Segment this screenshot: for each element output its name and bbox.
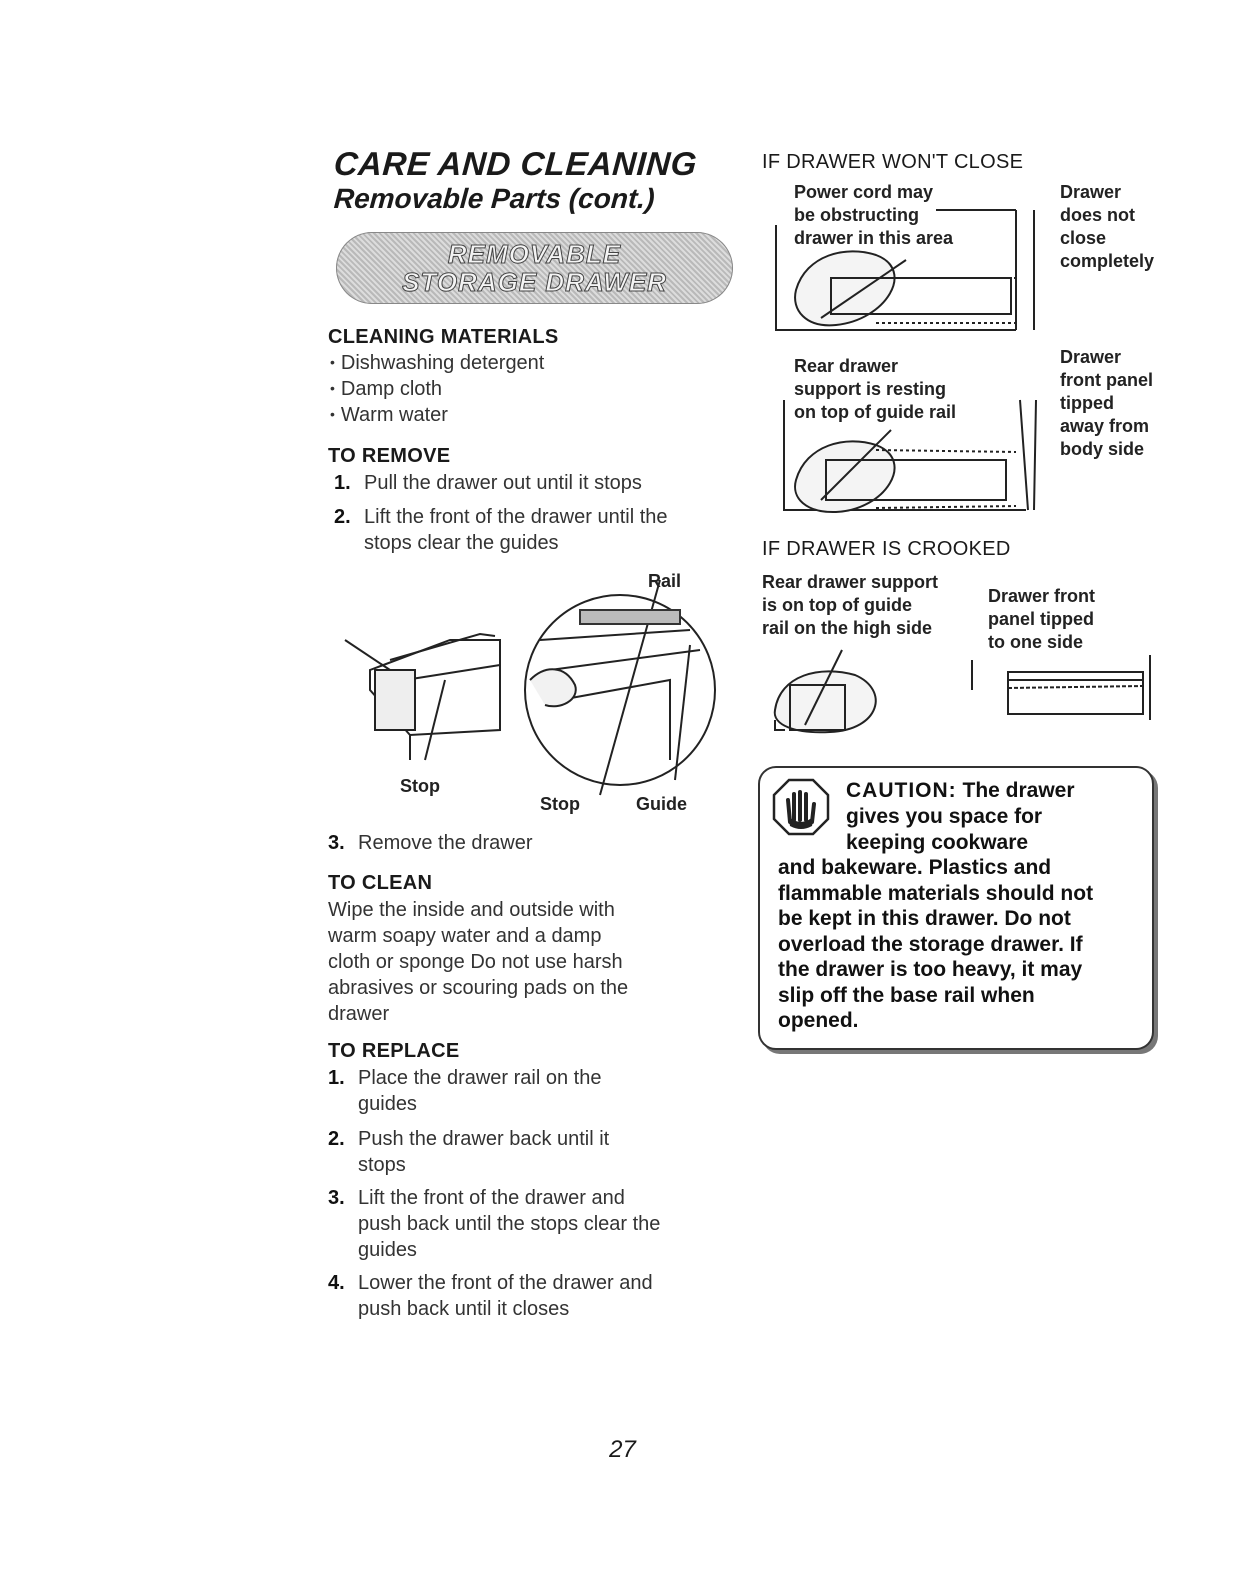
banner-line-2: STORAGE DRAWER: [402, 267, 667, 297]
to-clean-line: drawer: [328, 1003, 390, 1025]
material-item: • Warm water: [330, 401, 448, 428]
diagram-text-line: completely: [1060, 251, 1155, 271]
diagram-text-line: drawer in this area: [794, 228, 954, 248]
diagram-text-line: on top of guide rail: [794, 402, 956, 422]
page-subtitle: Removable Parts (cont.): [332, 183, 656, 214]
caution-line: be kept in this drawer. Do not: [778, 907, 1071, 930]
material-item: • Damp cloth: [330, 375, 442, 402]
step-number: 1.: [334, 472, 351, 494]
caution-box: [758, 766, 1154, 1050]
step-text: Pull the drawer out until it stops: [364, 472, 642, 494]
diagram-text-line: is on top of guide: [762, 595, 912, 615]
remove-step-2: [334, 504, 668, 556]
step-number: 2.: [328, 1128, 345, 1150]
step-text-continued: stops clear the guides: [364, 532, 559, 554]
page-number: 27: [609, 1436, 636, 1463]
step-text: Remove the drawer: [358, 832, 533, 854]
to-clean-line: cloth or sponge Do not use harsh: [328, 951, 623, 973]
drawer-removal-illustration: [330, 570, 730, 820]
replace-step-4: [328, 1270, 653, 1322]
caution-line: gives you space for: [846, 805, 1043, 828]
caution-line: flammable materials should not: [778, 881, 1094, 905]
diagram-text-line: front panel: [1060, 370, 1153, 390]
diagram-text-line: Power cord may: [794, 182, 934, 202]
wont-close-diagram2-right-text: [1060, 346, 1153, 461]
replace-step-3: [328, 1185, 661, 1263]
wont-close-diagram2-drawing: [776, 380, 1046, 525]
crooked-heading: IF DRAWER IS CROOKED: [762, 538, 1011, 560]
diagram-text-line: Rear drawer support: [762, 572, 939, 592]
step-text: Lift the front of the drawer until the: [364, 506, 668, 528]
caution-line: and bakeware. Plastics and: [778, 856, 1052, 879]
step-text-continued: stops: [358, 1154, 406, 1176]
drawer-left-drawing: [345, 634, 500, 760]
caution-line: slip off the base rail when: [778, 983, 1035, 1007]
remove-step-1: [334, 470, 642, 496]
diagram-text-line: rail on the high side: [762, 618, 933, 638]
step-text-continued: guides: [358, 1093, 417, 1115]
step-text-continued: push back until it closes: [358, 1298, 570, 1320]
material-item: • Dishwashing detergent: [330, 349, 544, 376]
diagram-text-line: away from: [1060, 416, 1150, 436]
cleaning-materials-heading: CLEANING MATERIALS: [328, 326, 559, 348]
diagram-text-line: tipped: [1060, 393, 1114, 413]
to-clean-line: Wipe the inside and outside with: [328, 899, 615, 921]
step-number: 4.: [328, 1272, 345, 1294]
crooked-left-text: [762, 571, 938, 640]
caution-line: opened.: [778, 1009, 859, 1032]
crooked-drawer-drawing: [770, 650, 1160, 740]
remove-step-3: [328, 830, 533, 856]
caution-indented-lines: [846, 804, 1042, 855]
replace-step-1: [328, 1065, 602, 1117]
caution-first-line: [846, 778, 1075, 804]
caution-label: CAUTION:: [846, 779, 957, 802]
step-text-continued: guides: [358, 1239, 417, 1261]
diagram-text-line: Drawer: [1060, 347, 1122, 367]
caution-first-text: The drawer: [962, 779, 1075, 802]
diagram-text-line: support is resting: [794, 379, 947, 399]
step-text: Lower the front of the drawer and: [358, 1272, 653, 1294]
step-text-continued: push back until the stops clear the: [358, 1213, 661, 1235]
step-number: 1.: [328, 1067, 345, 1089]
caution-hand-icon: [772, 778, 830, 836]
figure-label-stop-left: Stop: [400, 776, 440, 796]
figure-label-rail: Rail: [648, 571, 682, 591]
magnified-detail-drawing: [525, 580, 715, 795]
diagram-text-line: Drawer: [1060, 182, 1122, 202]
to-clean-line: abrasives or scouring pads on the: [328, 977, 629, 999]
figure-label-stop-right: Stop: [540, 794, 580, 814]
caution-line: keeping cookware: [846, 830, 1029, 854]
caution-line: overload the storage drawer. If: [778, 932, 1083, 956]
to-replace-heading: TO REPLACE: [328, 1040, 460, 1062]
step-number: 3.: [328, 832, 345, 854]
diagram-text-line: does not: [1060, 205, 1135, 225]
replace-step-2: [328, 1126, 610, 1178]
to-clean-line: warm soapy water and a damp: [328, 925, 602, 947]
to-remove-heading: TO REMOVE: [328, 445, 451, 467]
step-text: Lift the front of the drawer and: [358, 1187, 625, 1209]
step-text: Place the drawer rail on the: [358, 1067, 602, 1089]
figure-label-guide: Guide: [636, 794, 688, 814]
to-clean-paragraph: [328, 897, 628, 1027]
crooked-right-text: [988, 585, 1095, 654]
step-number: 2.: [334, 506, 351, 528]
diagram-text-line: body side: [1060, 439, 1145, 459]
caution-line: the drawer is too heavy, it may: [778, 958, 1083, 981]
to-clean-heading: TO CLEAN: [328, 872, 433, 894]
diagram-text-line: to one side: [988, 632, 1084, 652]
wont-close-diagram1-drawing: [776, 200, 1046, 345]
banner-line-1: REMOVABLE: [447, 239, 622, 269]
page-title: CARE AND CLEANING: [332, 145, 699, 182]
section-banner: [336, 232, 733, 304]
step-text: Push the drawer back until it: [358, 1128, 610, 1150]
wont-close-diagram1-right-text: [1060, 181, 1154, 273]
diagram-text-line: Rear drawer: [794, 356, 899, 376]
wont-close-heading: IF DRAWER WON'T CLOSE: [762, 151, 1024, 173]
diagram-text-line: be obstructing: [794, 205, 919, 225]
diagram-text-line: close: [1060, 228, 1107, 248]
diagram-text-line: panel tipped: [988, 609, 1095, 629]
caution-body: [778, 855, 1093, 1034]
step-number: 3.: [328, 1187, 345, 1209]
diagram-text-line: Drawer front: [988, 586, 1096, 606]
